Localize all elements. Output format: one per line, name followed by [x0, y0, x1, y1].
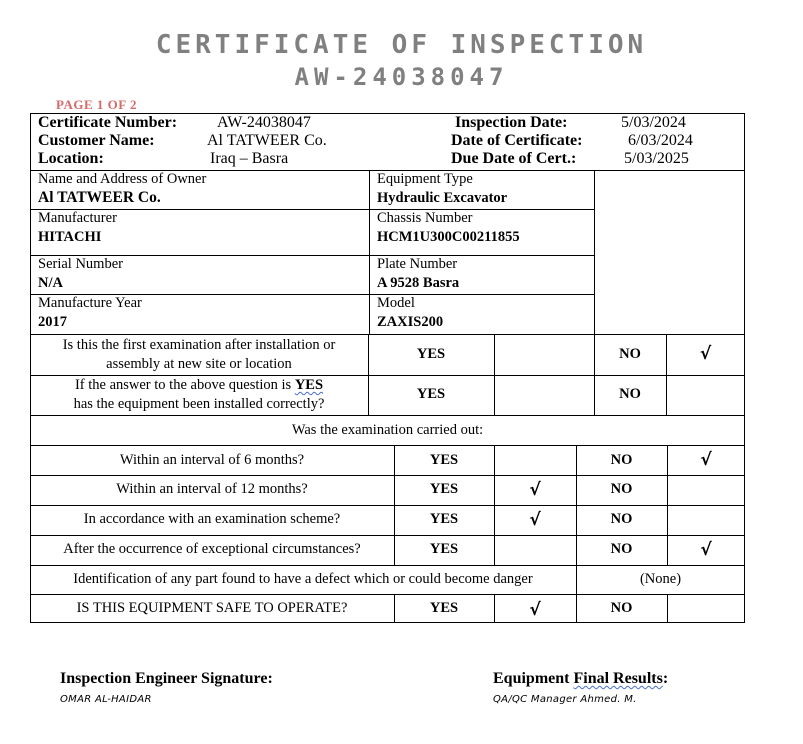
checkmark-icon: √: [529, 480, 541, 500]
answer-yes: YES: [429, 481, 459, 497]
due-date-value: 5/03/2025: [624, 150, 689, 167]
answer-yes: YES: [429, 511, 459, 527]
row-divider: [30, 334, 745, 335]
answer-no: NO: [610, 452, 633, 468]
checkmark-icon: √: [700, 540, 712, 560]
answer-no: NO: [619, 386, 641, 402]
serial-label: Serial Number: [38, 256, 123, 272]
row-divider: [30, 445, 745, 446]
answer-yes: YES: [416, 386, 446, 402]
answer-yes: YES: [416, 346, 446, 362]
due-date-label: Due Date of Cert.:: [451, 150, 577, 167]
answer-yes: YES: [429, 452, 459, 468]
answer-no: NO: [610, 600, 633, 616]
checkmark-icon: √: [529, 600, 541, 620]
answer-yes: YES: [429, 541, 459, 557]
question-12-months: Within an interval of 12 months?: [116, 481, 308, 497]
manufacturer-label: Manufacturer: [38, 210, 117, 226]
question-exam-scheme: In accordance with an examination scheme?: [83, 511, 341, 527]
row-divider: [30, 415, 745, 416]
question-first-exam-line2: assembly at new site or location: [106, 356, 292, 372]
checkmark-icon: √: [529, 510, 541, 530]
location-label: Location:: [38, 150, 104, 167]
owner-label: Name and Address of Owner: [38, 171, 207, 187]
chassis-value: HCM1U300C00211855: [377, 229, 520, 245]
question-6-months: Within an interval of 6 months?: [119, 452, 305, 468]
cert-number-value: AW-24038047: [217, 114, 311, 131]
checkmark-icon: √: [699, 344, 712, 364]
manager-signature: QA/QC Manager Ahmed. M.: [493, 694, 637, 705]
row-divider: [30, 535, 745, 536]
answer-no: NO: [610, 481, 633, 497]
plate-value: A 9528 Basra: [377, 275, 460, 291]
answer-yes: YES: [429, 600, 459, 616]
plate-label: Plate Number: [377, 256, 458, 272]
row-divider: [30, 475, 745, 476]
question-installed-line1: If the answer to the above question is YES: [74, 377, 324, 393]
answer-no: NO: [619, 346, 641, 362]
question-first-exam-line1: Is this the first examination after installation or: [62, 337, 336, 353]
certificate-title: CERTIFICATE OF INSPECTION: [155, 30, 648, 60]
equipment-type-label: Equipment Type: [377, 171, 473, 187]
engineer-signature-label: Inspection Engineer Signature:: [60, 670, 273, 687]
year-value: 2017: [38, 314, 67, 330]
cert-date-value: 6/03/2024: [628, 132, 693, 149]
certificate-code: AW-24038047: [294, 63, 509, 91]
cert-number-label: Certificate Number:: [38, 114, 178, 131]
customer-value: Al TATWEER Co.: [207, 132, 327, 149]
cert-date-label: Date of Certificate:: [451, 132, 583, 149]
final-results-label: Equipment Final Results:: [493, 670, 669, 687]
question-defect: Identification of any part found to have a defect which or could become danger: [73, 571, 533, 587]
inspection-date-label: Inspection Date:: [455, 114, 568, 131]
answer-no: NO: [610, 511, 633, 527]
defect-answer: (None): [639, 571, 682, 587]
checkmark-icon: √: [700, 450, 712, 470]
col-divider: [667, 594, 668, 623]
customer-label: Customer Name:: [38, 132, 155, 149]
col-divider: [594, 170, 595, 334]
location-value: Iraq – Basra: [210, 150, 289, 167]
question-exceptional: After the occurrence of exceptional circumstances?: [63, 541, 361, 557]
page-label: PAGE 1 OF 2: [56, 97, 137, 112]
col-divider: [369, 170, 370, 334]
col-divider: [494, 445, 495, 565]
year-label: Manufacture Year: [38, 295, 142, 311]
question-safe: IS THIS EQUIPMENT SAFE TO OPERATE?: [76, 600, 348, 616]
chassis-label: Chassis Number: [377, 210, 473, 226]
equipment-type-value: Hydraulic Excavator: [377, 190, 508, 206]
model-label: Model: [377, 295, 415, 311]
question-installed-line2: has the equipment been installed correctly?: [73, 396, 325, 412]
row-divider: [30, 594, 745, 595]
row-divider: [30, 505, 745, 506]
row-divider: [30, 565, 745, 566]
serial-value: N/A: [38, 275, 63, 291]
manufacturer-value: HITACHI: [38, 229, 102, 245]
answer-no: NO: [610, 541, 633, 557]
col-divider: [494, 334, 495, 415]
owner-value: Al TATWEER Co.: [38, 189, 161, 206]
yes-emphasis: YES: [294, 377, 324, 393]
inspection-date-value: 5/03/2024: [621, 114, 686, 131]
row-divider: [30, 375, 745, 376]
examination-heading: Was the examination carried out:: [291, 422, 484, 438]
model-value: ZAXIS200: [377, 314, 444, 330]
engineer-signature: OMAR AL-HAIDAR: [60, 694, 152, 705]
